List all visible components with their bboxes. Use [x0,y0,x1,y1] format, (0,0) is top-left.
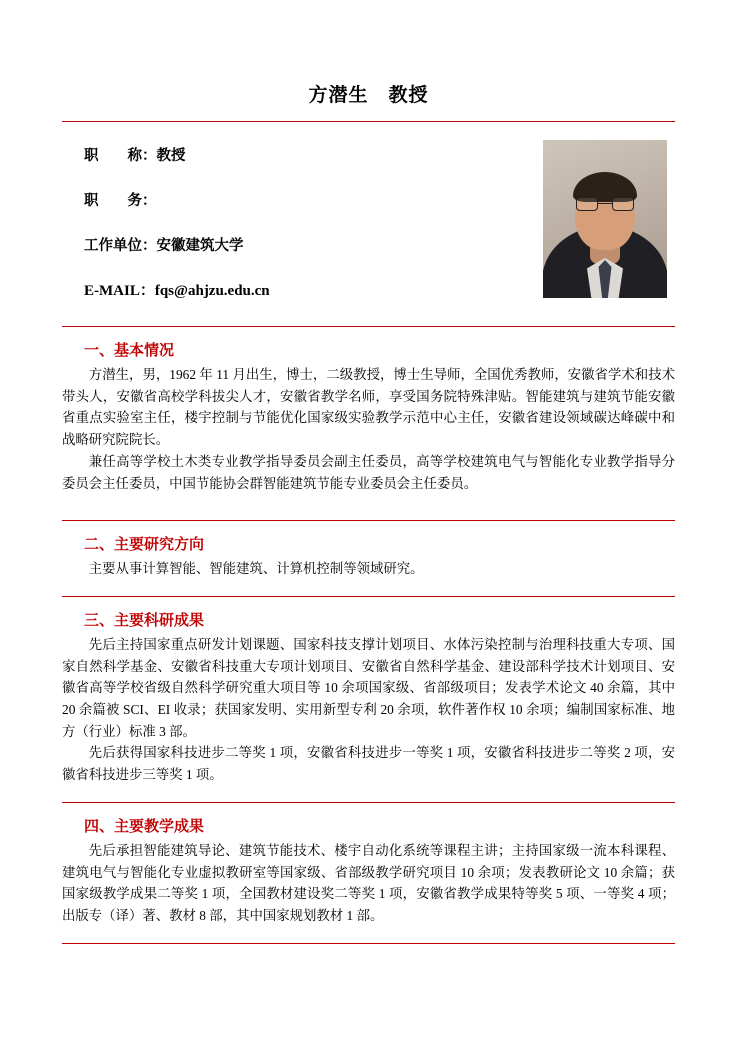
divider-section-1 [62,326,675,327]
section-heading-2: 二、主要研究方向 [84,536,205,554]
divider-section-4 [62,802,675,803]
section-4-paragraph-1: 先后承担智能建筑导论、建筑节能技术、楼宇自动化系统等课程主讲；主持国家级一流本科课程、建筑电气与智能化专业虚拟教研室等国家级、省部级教学研究项目 10 余项；发表教研论文 10 余篇；获国家级教学成果二等奖 1 项，全国教材建设奖二等奖 1 项，安徽省教学成果特等奖 5 项、一等奖 4 项；出版专（译）著、教材 8 部，其中国家规划教材 1 部。 [62,842,675,923]
profile-value-workplace: 安徽建筑大学 [156,238,244,254]
page-title: 方潜生 教授 [308,85,429,106]
profile-field-list [62,144,462,300]
section-1-paragraph-1: 方潜生，男，1962 年 11 月出生，博士，二级教授，博士生导师，全国优秀教师，安徽省学术和技术带头人，安徽省高校学科拔尖人才，安徽省教学名师，享受国务院特殊津贴。智能建筑与建筑节能安徽省重点实验室主任，楼宇控制与节能优化国家级实验教学示范中心主任，安徽省建设领域碳达峰碳中和战略研究院院长。 [62,367,675,448]
profile-block [62,122,675,326]
section-1-paragraph-2: 兼任高等学校土木类专业教学指导委员会副主任委员，高等学校建筑电气与智能化专业教学指导分委员会主任委员，中国节能协会群智能建筑节能专业委员会主任委员。 [62,453,675,491]
profile-label-email: E-MAIL： [84,283,155,299]
divider-section-2 [62,520,675,521]
profile-row-workplace [84,234,462,255]
divider-footer [62,943,675,944]
profile-row-email [84,279,462,300]
profile-row-title [84,144,462,165]
profile-label-title: 职 称： [84,148,157,164]
section-heading-3: 三、主要科研成果 [84,611,205,629]
section-3-paragraph-2: 先后获得国家科技进步二等奖 1 项，安徽省科技进步一等奖 1 项，安徽省科技进步二等奖 2 项，安徽省科技进步三等奖 1 项。 [62,745,675,783]
profile-value-title: 教授 [156,148,186,164]
section-heading-1: 一、基本情况 [84,342,175,359]
profile-value-email[interactable]: fqs@ahjzu.edu.cn [154,283,270,299]
section-2-paragraph-1: 主要从事计算智能、智能建筑、计算机控制等领域研究。 [88,561,424,577]
portrait-photo [543,140,667,298]
photo-glasses-bridge [598,203,612,204]
profile-label-position: 职 务： [84,193,157,209]
section-research-achievements [62,609,675,786]
divider-section-3 [62,596,675,597]
section-basic-info [62,339,675,494]
section-teaching-achievements [62,815,675,927]
profile-row-position [84,189,462,210]
section-research-directions [62,533,675,580]
profile-label-workplace: 工作单位： [84,238,157,254]
glasses-icon [576,197,634,212]
section-heading-4: 四、主要教学成果 [84,817,205,835]
photo-lens-left [576,197,598,211]
photo-lens-right [612,197,634,211]
section-3-paragraph-1: 先后主持国家重点研发计划课题、国家科技支撑计划项目、水体污染控制与治理科技重大专项、国家自然科学基金、安徽省科技重大专项计划项目、安徽省自然科学基金、建设部科学技术计划项目、安徽省高等学校省级自然科学研究重大项目等 10 余项国家级、省部级项目；发表学术论文 40 余篇，其中 20 余篇被 SCI、EI 收录；获国家发明、实用新型专利 20 余项，软件著作权 10 余项；编制国家标准、地方（行业）标准 3 部。 [62,636,675,739]
